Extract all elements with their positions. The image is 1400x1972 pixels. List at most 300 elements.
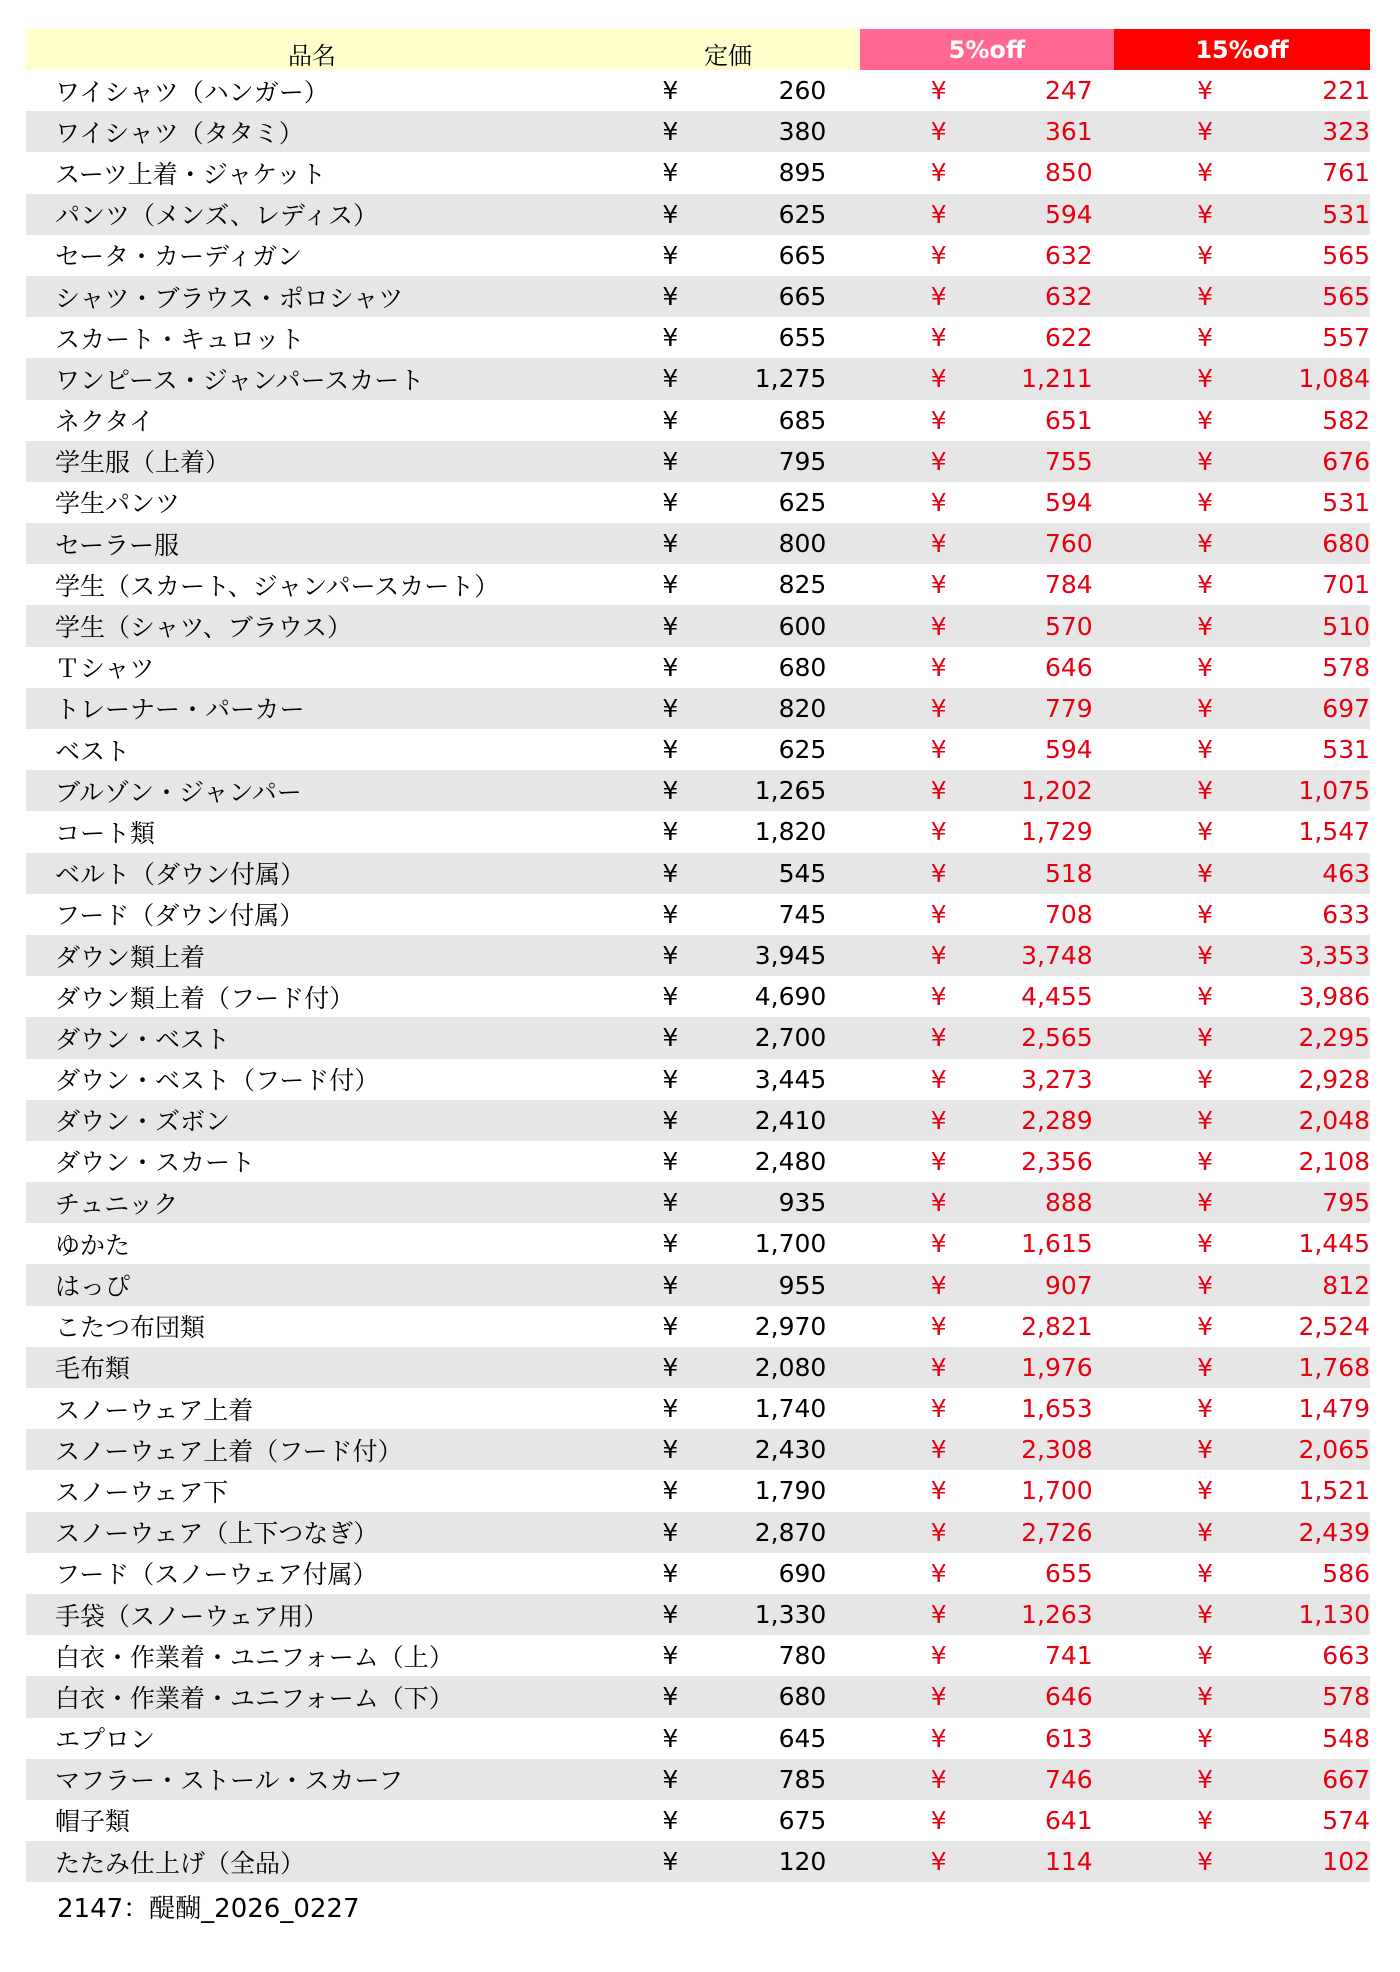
table-row bbox=[26, 400, 1370, 441]
yen-symbol: ¥ bbox=[1197, 158, 1213, 188]
price-15off: 1,075 bbox=[1298, 776, 1371, 806]
yen-symbol: ¥ bbox=[1197, 1435, 1213, 1465]
price-15off: 548 bbox=[1322, 1723, 1371, 1753]
header-name-price bbox=[26, 29, 860, 70]
list-price: 645 bbox=[778, 1723, 827, 1753]
price-5off: 651 bbox=[1044, 405, 1093, 435]
table-row bbox=[26, 1553, 1370, 1594]
list-price: 690 bbox=[778, 1558, 827, 1588]
item-name: 学生（スカート、ジャンパースカート） bbox=[55, 571, 500, 601]
yen-symbol: ¥ bbox=[1197, 1641, 1213, 1671]
yen-symbol: ¥ bbox=[662, 1764, 679, 1794]
yen-symbol: ¥ bbox=[662, 1847, 679, 1877]
table-header bbox=[26, 29, 1370, 70]
list-price: 680 bbox=[778, 1682, 827, 1712]
yen-symbol: ¥ bbox=[930, 529, 947, 559]
yen-symbol: ¥ bbox=[662, 1394, 679, 1424]
table-row bbox=[26, 729, 1370, 770]
price-5off: 1,653 bbox=[1021, 1394, 1093, 1424]
yen-symbol: ¥ bbox=[930, 1146, 947, 1176]
table-row bbox=[26, 1141, 1370, 1182]
yen-symbol: ¥ bbox=[662, 1517, 679, 1547]
yen-symbol: ¥ bbox=[1197, 1847, 1213, 1877]
list-price: 955 bbox=[778, 1270, 827, 1300]
price-15off: 663 bbox=[1322, 1641, 1371, 1671]
table-row bbox=[26, 276, 1370, 317]
item-name: ワイシャツ（ハンガー） bbox=[55, 77, 329, 107]
table-row bbox=[26, 1512, 1370, 1553]
price-15off: 795 bbox=[1322, 1188, 1371, 1218]
item-name: ダウン・ズボン bbox=[55, 1107, 231, 1137]
price-15off: 1,479 bbox=[1298, 1394, 1371, 1424]
yen-symbol: ¥ bbox=[930, 899, 947, 929]
table-row bbox=[26, 1388, 1370, 1429]
yen-symbol: ¥ bbox=[1197, 1600, 1213, 1630]
price-15off: 221 bbox=[1322, 76, 1371, 106]
item-name: セーラー服 bbox=[55, 530, 180, 560]
yen-symbol: ¥ bbox=[930, 817, 947, 847]
table-row bbox=[26, 152, 1370, 193]
price-15off: 323 bbox=[1322, 117, 1371, 147]
price-5off: 518 bbox=[1044, 858, 1093, 888]
price-5off: 1,615 bbox=[1021, 1229, 1093, 1259]
price-15off: 2,439 bbox=[1298, 1517, 1371, 1547]
list-price: 3,445 bbox=[754, 1064, 827, 1094]
price-5off: 907 bbox=[1044, 1270, 1093, 1300]
item-name: ダウン類上着 bbox=[55, 942, 206, 972]
yen-symbol: ¥ bbox=[930, 158, 947, 188]
yen-symbol: ¥ bbox=[1197, 364, 1213, 394]
yen-symbol: ¥ bbox=[662, 1270, 679, 1300]
price-5off: 760 bbox=[1044, 529, 1093, 559]
price-15off: 578 bbox=[1322, 1682, 1371, 1712]
price-5off: 114 bbox=[1044, 1847, 1093, 1877]
price-15off: 557 bbox=[1322, 323, 1371, 353]
price-15off: 3,353 bbox=[1298, 941, 1371, 971]
price-15off: 1,130 bbox=[1298, 1600, 1371, 1630]
list-price: 2,480 bbox=[754, 1146, 827, 1176]
table-row bbox=[26, 358, 1370, 399]
yen-symbol: ¥ bbox=[1197, 529, 1213, 559]
yen-symbol: ¥ bbox=[662, 76, 679, 106]
yen-symbol: ¥ bbox=[1197, 1105, 1213, 1135]
list-price: 2,080 bbox=[754, 1352, 827, 1382]
price-15off: 676 bbox=[1322, 446, 1371, 476]
price-15off: 2,295 bbox=[1298, 1023, 1371, 1053]
item-name: マフラー・ストール・スカーフ bbox=[55, 1766, 404, 1796]
price-5off: 646 bbox=[1044, 1682, 1093, 1712]
yen-symbol: ¥ bbox=[930, 941, 947, 971]
price-5off: 1,976 bbox=[1021, 1352, 1093, 1382]
price-5off: 4,455 bbox=[1021, 982, 1093, 1012]
yen-symbol: ¥ bbox=[1197, 1064, 1213, 1094]
yen-symbol: ¥ bbox=[1197, 1188, 1213, 1218]
list-price: 680 bbox=[778, 652, 827, 682]
price-5off: 850 bbox=[1044, 158, 1093, 188]
list-price: 1,790 bbox=[754, 1476, 827, 1506]
yen-symbol: ¥ bbox=[662, 1558, 679, 1588]
list-price: 1,820 bbox=[754, 817, 827, 847]
price-5off: 361 bbox=[1044, 117, 1093, 147]
list-price: 675 bbox=[778, 1805, 827, 1835]
list-price: 625 bbox=[778, 199, 827, 229]
yen-symbol: ¥ bbox=[1197, 1023, 1213, 1053]
yen-symbol: ¥ bbox=[662, 941, 679, 971]
list-price: 625 bbox=[778, 487, 827, 517]
price-15off: 586 bbox=[1322, 1558, 1371, 1588]
item-name: 毛布類 bbox=[55, 1354, 131, 1384]
yen-symbol: ¥ bbox=[930, 652, 947, 682]
price-5off: 641 bbox=[1044, 1805, 1093, 1835]
item-name: スーツ上着・ジャケット bbox=[55, 159, 327, 189]
item-name: ダウン・ベスト（フード付） bbox=[55, 1066, 380, 1096]
table-row bbox=[26, 1841, 1370, 1882]
yen-symbol: ¥ bbox=[662, 1641, 679, 1671]
list-price: 1,330 bbox=[754, 1600, 827, 1630]
price-5off: 594 bbox=[1044, 487, 1093, 517]
header-list-price: 定価 bbox=[704, 42, 752, 70]
price-15off: 565 bbox=[1322, 282, 1371, 312]
table-row bbox=[26, 111, 1370, 152]
yen-symbol: ¥ bbox=[662, 1188, 679, 1218]
yen-symbol: ¥ bbox=[662, 158, 679, 188]
yen-symbol: ¥ bbox=[662, 1352, 679, 1382]
yen-symbol: ¥ bbox=[1197, 899, 1213, 929]
item-name: ダウン・スカート bbox=[55, 1148, 256, 1178]
item-name: 学生（シャツ、ブラウス） bbox=[55, 613, 353, 643]
list-price: 655 bbox=[778, 323, 827, 353]
yen-symbol: ¥ bbox=[1197, 1517, 1213, 1547]
yen-symbol: ¥ bbox=[930, 1105, 947, 1135]
price-5off: 613 bbox=[1044, 1723, 1093, 1753]
table-row bbox=[26, 605, 1370, 646]
yen-symbol: ¥ bbox=[930, 1682, 947, 1712]
yen-symbol: ¥ bbox=[662, 1805, 679, 1835]
item-name: チュニック bbox=[55, 1189, 179, 1219]
price-15off: 1,547 bbox=[1298, 817, 1371, 847]
table-row bbox=[26, 1017, 1370, 1058]
list-price: 260 bbox=[778, 76, 827, 106]
price-15off: 1,445 bbox=[1298, 1229, 1371, 1259]
price-15off: 510 bbox=[1322, 611, 1371, 641]
list-price: 120 bbox=[778, 1847, 827, 1877]
yen-symbol: ¥ bbox=[1197, 652, 1213, 682]
item-name: スノーウェア上着 bbox=[55, 1395, 254, 1425]
yen-symbol: ¥ bbox=[930, 735, 947, 765]
item-name: ワンピース・ジャンパースカート bbox=[55, 365, 425, 395]
price-15off: 574 bbox=[1322, 1805, 1371, 1835]
item-name: 白衣・作業着・ユニフォーム（上） bbox=[55, 1642, 454, 1672]
list-price: 2,870 bbox=[754, 1517, 827, 1547]
list-price: 685 bbox=[778, 405, 827, 435]
price-15off: 531 bbox=[1322, 735, 1371, 765]
price-15off: 667 bbox=[1322, 1764, 1371, 1794]
yen-symbol: ¥ bbox=[662, 982, 679, 1012]
yen-symbol: ¥ bbox=[1197, 1723, 1213, 1753]
table-row bbox=[26, 811, 1370, 852]
list-price: 665 bbox=[778, 240, 827, 270]
item-name: ゆかた bbox=[55, 1230, 131, 1260]
yen-symbol: ¥ bbox=[930, 323, 947, 353]
price-15off: 531 bbox=[1322, 199, 1371, 229]
yen-symbol: ¥ bbox=[1197, 1270, 1213, 1300]
yen-symbol: ¥ bbox=[662, 364, 679, 394]
yen-symbol: ¥ bbox=[662, 117, 679, 147]
item-name: セータ・カーディガン bbox=[55, 242, 303, 272]
yen-symbol: ¥ bbox=[930, 1394, 947, 1424]
yen-symbol: ¥ bbox=[662, 1229, 679, 1259]
yen-symbol: ¥ bbox=[930, 1476, 947, 1506]
item-name: トレーナー・パーカー bbox=[55, 695, 305, 725]
item-name: エプロン bbox=[55, 1725, 156, 1755]
yen-symbol: ¥ bbox=[930, 570, 947, 600]
list-price: 665 bbox=[778, 282, 827, 312]
price-5off: 3,273 bbox=[1021, 1064, 1093, 1094]
yen-symbol: ¥ bbox=[1197, 323, 1213, 353]
list-price: 780 bbox=[778, 1641, 827, 1671]
yen-symbol: ¥ bbox=[1197, 1558, 1213, 1588]
table-row bbox=[26, 1759, 1370, 1800]
yen-symbol: ¥ bbox=[1197, 776, 1213, 806]
list-price: 600 bbox=[778, 611, 827, 641]
footer-note: 2147：醍醐_2026_0227 bbox=[57, 1894, 360, 1924]
price-table bbox=[26, 29, 1370, 1882]
yen-symbol: ¥ bbox=[930, 1723, 947, 1753]
yen-symbol: ¥ bbox=[930, 487, 947, 517]
yen-symbol: ¥ bbox=[930, 982, 947, 1012]
yen-symbol: ¥ bbox=[930, 611, 947, 641]
price-5off: 888 bbox=[1044, 1188, 1093, 1218]
table-row bbox=[26, 1347, 1370, 1388]
price-5off: 632 bbox=[1044, 282, 1093, 312]
price-15off: 1,521 bbox=[1298, 1476, 1371, 1506]
price-15off: 680 bbox=[1322, 529, 1371, 559]
table-row bbox=[26, 564, 1370, 605]
table-row bbox=[26, 1470, 1370, 1511]
list-price: 1,700 bbox=[754, 1229, 827, 1259]
list-price: 2,410 bbox=[754, 1105, 827, 1135]
yen-symbol: ¥ bbox=[662, 1682, 679, 1712]
item-name: フード（ダウン付属） bbox=[55, 901, 305, 931]
yen-symbol: ¥ bbox=[662, 858, 679, 888]
yen-symbol: ¥ bbox=[1197, 693, 1213, 723]
price-15off: 701 bbox=[1322, 570, 1371, 600]
price-15off: 761 bbox=[1322, 158, 1371, 188]
table-row bbox=[26, 688, 1370, 729]
list-price: 4,690 bbox=[754, 982, 827, 1012]
list-price: 380 bbox=[778, 117, 827, 147]
price-15off: 1,768 bbox=[1298, 1352, 1371, 1382]
yen-symbol: ¥ bbox=[1197, 817, 1213, 847]
yen-symbol: ¥ bbox=[930, 1847, 947, 1877]
yen-symbol: ¥ bbox=[662, 1105, 679, 1135]
yen-symbol: ¥ bbox=[930, 282, 947, 312]
yen-symbol: ¥ bbox=[1197, 1229, 1213, 1259]
item-name: パンツ（メンズ、レディス） bbox=[55, 201, 379, 231]
item-name: 帽子類 bbox=[55, 1807, 131, 1837]
yen-symbol: ¥ bbox=[662, 1600, 679, 1630]
yen-symbol: ¥ bbox=[662, 282, 679, 312]
table-row bbox=[26, 976, 1370, 1017]
item-name: ベスト bbox=[55, 736, 131, 766]
table-row bbox=[26, 770, 1370, 811]
list-price: 785 bbox=[778, 1764, 827, 1794]
item-name: たたみ仕上げ（全品） bbox=[55, 1848, 306, 1878]
yen-symbol: ¥ bbox=[1197, 1805, 1213, 1835]
yen-symbol: ¥ bbox=[662, 1723, 679, 1753]
table-row bbox=[26, 1223, 1370, 1264]
yen-symbol: ¥ bbox=[930, 1188, 947, 1218]
price-5off: 646 bbox=[1044, 652, 1093, 682]
yen-symbol: ¥ bbox=[662, 529, 679, 559]
price-5off: 594 bbox=[1044, 735, 1093, 765]
price-5off: 632 bbox=[1044, 240, 1093, 270]
list-price: 625 bbox=[778, 735, 827, 765]
item-name: こたつ布団類 bbox=[55, 1313, 206, 1343]
yen-symbol: ¥ bbox=[930, 858, 947, 888]
yen-symbol: ¥ bbox=[930, 1600, 947, 1630]
yen-symbol: ¥ bbox=[1197, 76, 1213, 106]
list-price: 1,740 bbox=[754, 1394, 827, 1424]
list-price: 2,700 bbox=[754, 1023, 827, 1053]
price-15off: 1,084 bbox=[1298, 364, 1371, 394]
price-15off: 2,524 bbox=[1298, 1311, 1371, 1341]
yen-symbol: ¥ bbox=[1197, 240, 1213, 270]
list-price: 3,945 bbox=[754, 941, 827, 971]
yen-symbol: ¥ bbox=[662, 776, 679, 806]
table-row bbox=[26, 647, 1370, 688]
yen-symbol: ¥ bbox=[930, 446, 947, 476]
yen-symbol: ¥ bbox=[1197, 570, 1213, 600]
price-15off: 2,108 bbox=[1298, 1146, 1371, 1176]
price-5off: 755 bbox=[1044, 446, 1093, 476]
price-5off: 2,356 bbox=[1021, 1146, 1093, 1176]
table-row bbox=[26, 935, 1370, 976]
list-price: 745 bbox=[778, 899, 827, 929]
table-row bbox=[26, 235, 1370, 276]
yen-symbol: ¥ bbox=[662, 735, 679, 765]
yen-symbol: ¥ bbox=[930, 693, 947, 723]
list-price: 800 bbox=[778, 529, 827, 559]
list-price: 2,970 bbox=[754, 1311, 827, 1341]
yen-symbol: ¥ bbox=[1197, 1764, 1213, 1794]
yen-symbol: ¥ bbox=[1197, 446, 1213, 476]
price-5off: 2,308 bbox=[1021, 1435, 1093, 1465]
item-name: コート類 bbox=[55, 818, 156, 848]
table-row bbox=[26, 853, 1370, 894]
price-5off: 655 bbox=[1044, 1558, 1093, 1588]
table-row bbox=[26, 1100, 1370, 1141]
price-5off: 708 bbox=[1044, 899, 1093, 929]
yen-symbol: ¥ bbox=[662, 817, 679, 847]
table-row bbox=[26, 1800, 1370, 1841]
price-5off: 1,700 bbox=[1021, 1476, 1093, 1506]
item-name: 学生パンツ bbox=[55, 489, 181, 519]
price-5off: 779 bbox=[1044, 693, 1093, 723]
yen-symbol: ¥ bbox=[662, 570, 679, 600]
yen-symbol: ¥ bbox=[1197, 1682, 1213, 1712]
yen-symbol: ¥ bbox=[1197, 199, 1213, 229]
yen-symbol: ¥ bbox=[662, 1476, 679, 1506]
list-price: 2,430 bbox=[754, 1435, 827, 1465]
table-row bbox=[26, 1635, 1370, 1676]
list-price: 935 bbox=[778, 1188, 827, 1218]
yen-symbol: ¥ bbox=[662, 446, 679, 476]
yen-symbol: ¥ bbox=[930, 1435, 947, 1465]
table-row bbox=[26, 1059, 1370, 1100]
yen-symbol: ¥ bbox=[930, 1270, 947, 1300]
yen-symbol: ¥ bbox=[930, 1558, 947, 1588]
yen-symbol: ¥ bbox=[662, 693, 679, 723]
yen-symbol: ¥ bbox=[1197, 1311, 1213, 1341]
yen-symbol: ¥ bbox=[930, 1764, 947, 1794]
table-row bbox=[26, 1594, 1370, 1635]
table-row bbox=[26, 1718, 1370, 1759]
table-row bbox=[26, 1676, 1370, 1717]
price-15off: 565 bbox=[1322, 240, 1371, 270]
price-5off: 1,729 bbox=[1021, 817, 1093, 847]
item-name: はっぴ bbox=[55, 1272, 131, 1302]
yen-symbol: ¥ bbox=[662, 1435, 679, 1465]
yen-symbol: ¥ bbox=[662, 899, 679, 929]
yen-symbol: ¥ bbox=[662, 652, 679, 682]
yen-symbol: ¥ bbox=[662, 611, 679, 641]
price-5off: 1,263 bbox=[1021, 1600, 1093, 1630]
yen-symbol: ¥ bbox=[1197, 941, 1213, 971]
list-price: 795 bbox=[778, 446, 827, 476]
item-name: スカート・キュロット bbox=[55, 324, 305, 354]
header-item-name: 品名 bbox=[288, 42, 336, 70]
yen-symbol: ¥ bbox=[930, 1641, 947, 1671]
price-5off: 784 bbox=[1044, 570, 1093, 600]
yen-symbol: ¥ bbox=[1197, 117, 1213, 147]
list-price: 545 bbox=[778, 858, 827, 888]
table-row bbox=[26, 1306, 1370, 1347]
item-name: ダウン・ベスト bbox=[55, 1024, 231, 1054]
item-name: シャツ・ブラウス・ポロシャツ bbox=[55, 283, 404, 313]
yen-symbol: ¥ bbox=[930, 240, 947, 270]
yen-symbol: ¥ bbox=[930, 76, 947, 106]
price-5off: 3,748 bbox=[1021, 941, 1093, 971]
price-15off: 812 bbox=[1322, 1270, 1371, 1300]
table-row bbox=[26, 1264, 1370, 1305]
table-row bbox=[26, 441, 1370, 482]
list-price: 1,265 bbox=[754, 776, 827, 806]
yen-symbol: ¥ bbox=[662, 405, 679, 435]
list-price: 825 bbox=[778, 570, 827, 600]
price-5off: 2,565 bbox=[1021, 1023, 1093, 1053]
yen-symbol: ¥ bbox=[662, 1146, 679, 1176]
price-5off: 741 bbox=[1044, 1641, 1093, 1671]
item-name: スノーウェア（上下つなぎ） bbox=[55, 1519, 379, 1549]
yen-symbol: ¥ bbox=[1197, 735, 1213, 765]
table-row bbox=[26, 894, 1370, 935]
item-name: 手袋（スノーウェア用） bbox=[55, 1601, 329, 1631]
item-name: ベルト（ダウン付属） bbox=[55, 860, 306, 890]
yen-symbol: ¥ bbox=[1197, 1352, 1213, 1382]
yen-symbol: ¥ bbox=[662, 1064, 679, 1094]
price-15off: 2,928 bbox=[1298, 1064, 1371, 1094]
price-15off: 2,065 bbox=[1298, 1435, 1371, 1465]
item-name: フード（スノーウェア付属） bbox=[55, 1560, 378, 1590]
price-15off: 531 bbox=[1322, 487, 1371, 517]
table-row bbox=[26, 523, 1370, 564]
item-name: ブルゾン・ジャンパー bbox=[55, 777, 302, 807]
price-5off: 570 bbox=[1044, 611, 1093, 641]
yen-symbol: ¥ bbox=[1197, 405, 1213, 435]
list-price: 820 bbox=[778, 693, 827, 723]
yen-symbol: ¥ bbox=[1197, 611, 1213, 641]
